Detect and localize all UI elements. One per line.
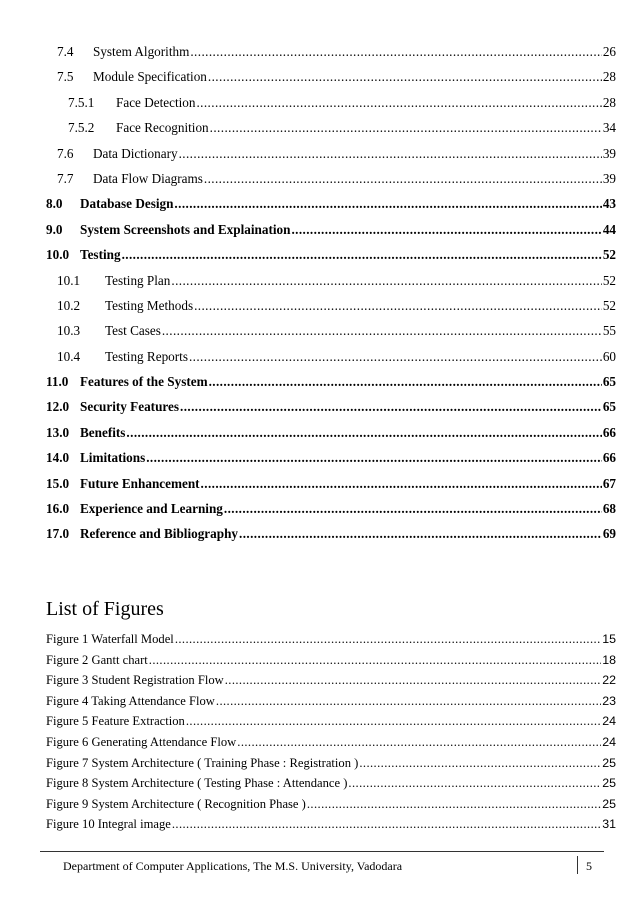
toc-entry-title: Testing Reports [105,348,188,364]
toc-entry-title: Testing Plan [105,272,171,288]
figure-entry-title: Figure 2 Gantt chart [46,652,148,667]
toc-entry[interactable] [46,120,616,145]
toc-entry-number: 8.0 [46,196,63,212]
toc-entry-page: 52 [602,297,616,313]
toc-entry-number: 7.5.1 [68,94,95,110]
figure-dot-leader [186,714,601,729]
toc-entry-page: 28 [602,69,616,85]
toc-entry-number: 13.0 [46,424,70,440]
toc-entry-page: 66 [602,450,616,466]
toc-entry-title: Benefits [80,424,126,440]
toc-entry-number: 9.0 [46,221,63,237]
figure-dot-leader [175,632,601,647]
toc-entry-title: Testing Methods [105,297,194,313]
toc-entry[interactable] [46,44,616,69]
toc-entry[interactable] [46,349,616,374]
figure-entry-page: 24 [602,734,616,749]
figure-entry[interactable] [46,817,616,838]
figure-entry-title: Figure 1 Waterfall Model [46,632,174,646]
toc-entry-page: 67 [602,475,616,491]
figure-entry-page: 25 [602,755,616,770]
toc-entry-title: System Algorithm [93,44,190,59]
figure-entry-page: 25 [602,796,616,811]
toc-entry[interactable] [46,501,616,526]
toc-entry-number: 7.5.2 [68,120,95,136]
figure-dot-leader [225,673,601,688]
figure-entry[interactable] [46,735,616,756]
toc-entry-page: 65 [602,399,616,415]
figure-dot-leader [216,694,601,709]
toc-dot-leader [179,146,602,162]
figure-entry-title: Figure 6 Generating Attendance Flow [46,734,237,749]
toc-entry-page: 52 [602,272,616,288]
toc-entry[interactable] [46,222,616,247]
toc-entry-page: 28 [602,94,616,110]
toc-entry-page: 66 [602,424,616,440]
figure-entry-title: Figure 4 Taking Attendance Flow [46,693,215,708]
toc-dot-leader [204,171,602,187]
list-of-figures-heading: List of Figures [46,598,164,620]
toc-entry-number: 15.0 [46,475,70,491]
toc-entry-title: Testing [80,247,121,263]
toc-entry[interactable] [46,69,616,94]
toc-entry[interactable] [46,146,616,171]
figure-dot-leader [237,735,601,750]
figure-entry-page: 15 [602,632,616,646]
toc-entry-page: 52 [602,247,616,263]
toc-entry-number: 16.0 [46,501,70,517]
toc-entry-number: 11.0 [46,374,69,390]
figure-entry-title: Figure 10 Integral image [46,817,171,832]
toc-entry-title: Features of the System [80,374,208,390]
toc-entry-title: Reference and Bibliography [80,526,239,542]
figure-entry-page: 31 [602,817,616,832]
toc-dot-leader [239,526,602,542]
figure-entry-page: 25 [602,776,616,791]
toc-entry-title: Face Detection [116,94,196,110]
toc-dot-leader [180,399,602,415]
toc-entry-number: 14.0 [46,450,70,466]
toc-entry[interactable] [46,374,616,399]
toc-entry[interactable] [46,476,616,501]
footer-divider [40,851,604,852]
toc-entry-page: 55 [602,323,616,339]
figure-entry[interactable] [46,797,616,818]
toc-dot-leader [146,450,602,466]
figure-entry[interactable] [46,632,616,653]
toc-entry-page: 44 [602,221,616,237]
figure-entry-page: 23 [602,693,616,708]
toc-entry-title: Face Recognition [116,120,209,136]
figure-entry[interactable] [46,694,616,715]
toc-entry-title: Module Specification [93,69,207,85]
toc-entry-title: Database Design [80,196,174,212]
figure-dot-leader [348,776,601,791]
figure-entry[interactable] [46,756,616,777]
toc-entry[interactable] [46,95,616,120]
figure-entry[interactable] [46,653,616,674]
toc-entry-page: 39 [602,145,616,161]
toc-entry[interactable] [46,450,616,475]
toc-dot-leader [174,196,601,212]
figure-dot-leader [149,653,601,668]
toc-entry-number: 7.5 [57,69,74,85]
toc-entry-title: System Screenshots and Explaination [80,221,291,237]
toc-dot-leader [196,95,601,111]
figure-entry-title: Figure 3 Student Registration Flow [46,673,224,688]
toc-entry-number: 10.0 [46,247,70,263]
footer-department: Department of Computer Applications, The M.S. University, Vadodara [63,859,403,873]
toc-dot-leader [209,374,602,390]
toc-entry-number: 10.1 [57,272,81,288]
toc-dot-leader [171,273,601,289]
toc-entry-title: Future Enhancement [80,475,200,491]
toc-dot-leader [291,222,601,238]
figure-entry[interactable] [46,776,616,797]
toc-entry-page: 43 [602,196,616,212]
figure-entry[interactable] [46,673,616,694]
toc-dot-leader [122,247,602,263]
toc-entry-title: Security Features [80,399,180,415]
toc-entry-page: 34 [602,120,616,136]
toc-entry-page: 26 [602,44,616,59]
toc-dot-leader [194,298,602,314]
toc-entry[interactable] [46,399,616,424]
toc-entry-title: Experience and Learning [80,501,223,517]
toc-entry-number: 7.7 [57,170,74,186]
figure-entry-page: 22 [602,673,616,688]
footer-separator [577,856,578,874]
figure-entry-page: 24 [602,714,616,729]
toc-entry-page: 65 [602,374,616,390]
toc-dot-leader [201,476,602,492]
toc-entry[interactable] [46,171,616,196]
toc-dot-leader [208,69,602,85]
toc-entry[interactable] [46,323,616,348]
footer-page-number: 5 [586,859,592,873]
list-of-figures [46,632,616,838]
toc-entry[interactable] [46,425,616,450]
figure-entry[interactable] [46,714,616,735]
figure-dot-leader [359,756,601,771]
toc-entry-page: 69 [602,526,616,542]
toc-entry-number: 17.0 [46,526,70,542]
toc-dot-leader [126,425,601,441]
toc-entry-page: 39 [602,170,616,186]
figure-dot-leader [307,797,601,812]
figure-dot-leader [172,817,601,832]
toc-entry[interactable] [46,247,616,272]
toc-entry[interactable] [46,298,616,323]
toc-entry-number: 7.6 [57,145,74,161]
toc-dot-leader [224,501,602,517]
figure-entry-title: Figure 7 System Architecture ( Training Phase : Registration ) [46,755,359,770]
toc-entry-title: Data Dictionary [93,145,178,161]
toc-dot-leader [190,44,601,60]
toc-dot-leader [162,323,602,339]
toc-dot-leader [210,120,602,136]
toc-entry-title: Data Flow Diagrams [93,170,203,186]
toc-entry[interactable] [46,273,616,298]
toc-entry-title: Limitations [80,450,146,466]
toc-entry-number: 12.0 [46,399,70,415]
toc-entry-number: 10.4 [57,348,81,364]
figure-entry-title: Figure 8 System Architecture ( Testing Phase : Attendance ) [46,776,348,791]
toc-entry[interactable] [46,526,616,551]
figure-entry-page: 18 [602,652,616,667]
toc-entry-number: 10.3 [57,323,81,339]
toc-entry-number: 10.2 [57,297,81,313]
table-of-contents [46,44,616,552]
toc-entry-number: 7.4 [57,44,74,59]
toc-entry-page: 68 [602,501,616,517]
figure-entry-title: Figure 9 System Architecture ( Recognition Phase ) [46,796,306,811]
toc-entry-page: 60 [602,348,616,364]
figure-entry-title: Figure 5 Feature Extraction [46,714,185,729]
toc-entry-title: Test Cases [105,323,161,339]
toc-dot-leader [189,349,602,365]
toc-entry[interactable] [46,196,616,221]
